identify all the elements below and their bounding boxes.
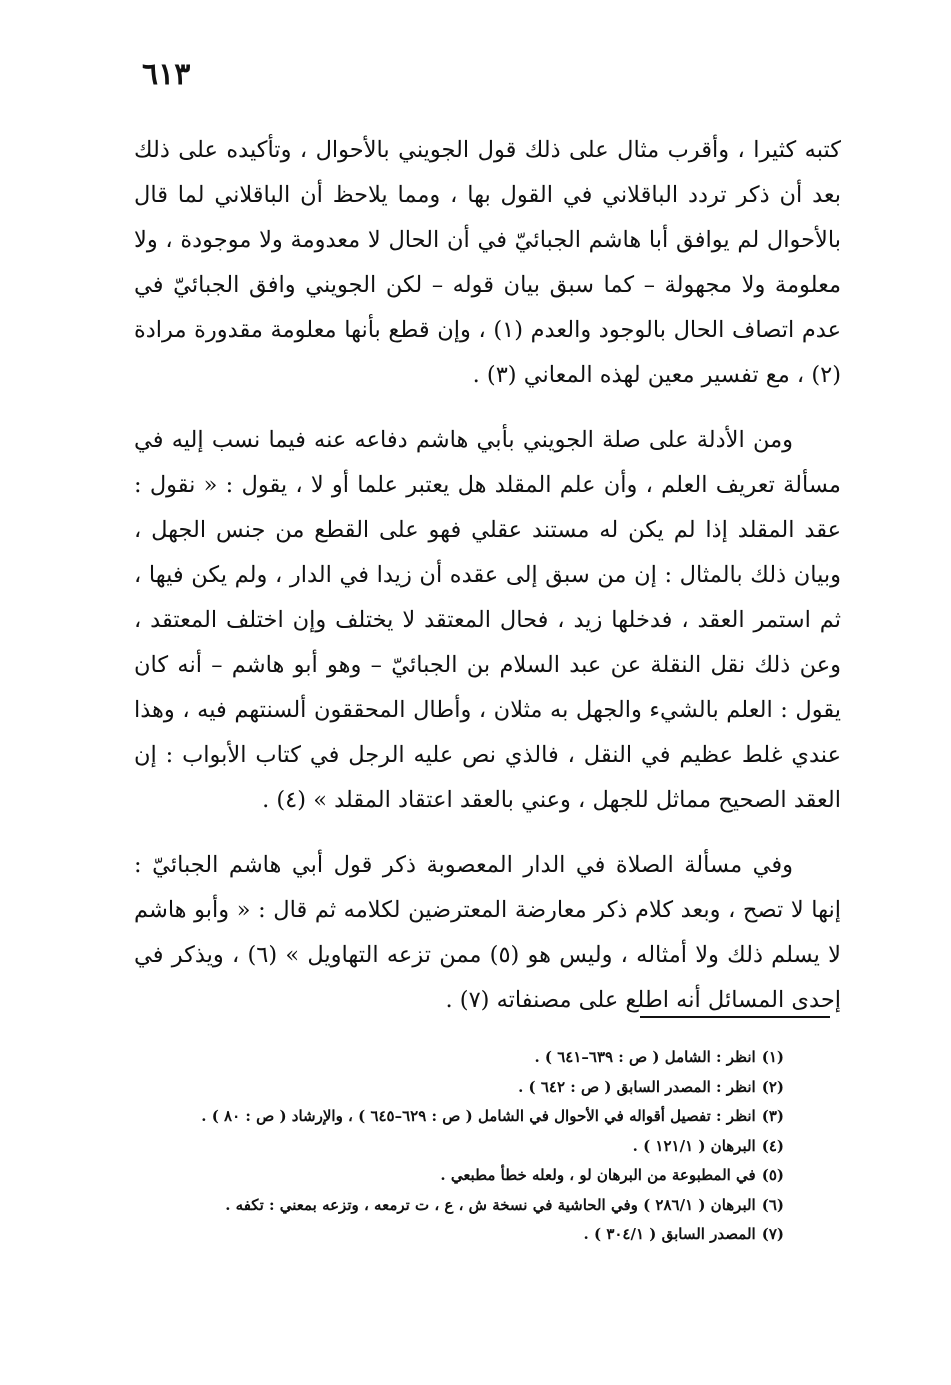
paragraph-1: كتبه كثيرا ، وأقرب مثال على ذلك قول الجويني بالأحوال ، وتأكيده على ذلك بعد أن ذكر تردد الباقلاني في القول بها ، ومما يلاحظ أن الباقلاني لما قال بالأحوال لم يوافق أبا هاشم الجبائيّ في أن الحال لا معدومة ولا موجودة ، ولا معلومة ولا مجهولة – كما سبق بيان قوله – لكن الجويني وافق الجبائيّ في عدم اتصاف الحال بالوجود والعدم (١) ، وإن قطع بأنها معلومة مقدورة مرادة (٢) ، مع تفسير معين لهذه المعاني (٣) .: [134, 137, 841, 388]
footnote-number: (١): [761, 1048, 784, 1066]
footnote: [134, 1102, 784, 1132]
page-number: ٦١٣: [142, 57, 191, 92]
footnote: [134, 1132, 784, 1162]
footnote-number: (٧): [761, 1225, 784, 1243]
footnote-text: انظر : المصدر السابق ( ص : ٦٤٢ ) .: [518, 1077, 756, 1096]
footnote: [134, 1220, 784, 1250]
footnote-text: البرهان ( ١٢١/١ ) .: [632, 1136, 756, 1155]
footnote-text: انظر : الشامل ( ص : ٦٣٩–٦٤١ ) .: [534, 1048, 756, 1066]
paragraph-2: ومن الأدلة على صلة الجويني بأبي هاشم دفاعه عنه فيما نسب إليه في مسألة تعريف العلم ، وأن علم المقلد هل يعتبر علما أو لا ، يقول : « نقول : عقد المقلد إذا لم يكن له مستند عقلي فهو على القطع من جنس الجهل ، وبيان ذلك بالمثال : إن من سبق إلى عقده أن زيدا في الدار ، ولم يكن فيها ، ثم استمر العقد ، فدخلها زيد ، فحال المعتقد لا يختلف وإن اختلف المعتقد ، وعن ذلك نقل النقلة عن عبد السلام بن الجبائيّ – وهو أبو هاشم – أنه كان يقول : العلم بالشيء والجهل به مثلان ، وأطال المحققون ألسنتهم فيه ، وهذا عندي غلط عظيم في النقل ، فالذي نص عليه الرجل في كتاب الأبواب : إن العقد الصحيح مماثل للجهل ، وعني بالعقد اعتقاد المقلد » (٤) .: [134, 427, 841, 813]
footnote: [134, 1191, 784, 1221]
footnote-text: المصدر السابق ( ٣٠٤/١ ) .: [583, 1225, 756, 1243]
footnote: [134, 1043, 784, 1073]
paragraph-3: وفي مسألة الصلاة في الدار المعصوبة ذكر قول أبي هاشم الجبائيّ : إنها لا تصح ، وبعد كلام ذكر معارضة المعترضين لكلامه ثم قال : « وأبو هاشم لا يسلم ذلك ولا أمثاله ، وليس هو (٥) ممن تزعه التهاويل » (٦) ، ويذكر في إحدى المسائل أنه اطلع على مصنفاته (٧) .: [134, 852, 841, 1013]
footnote-number: (٣): [761, 1107, 784, 1125]
footnote-separator: [640, 1016, 830, 1018]
footnotes: [134, 1043, 784, 1250]
footnote: [134, 1073, 784, 1103]
footnote-number: (٢): [761, 1077, 784, 1096]
body-text: [134, 128, 841, 1043]
footnote-text: البرهان ( ٢٨٦/١ ) وفي الحاشية في نسخة ش ، ع ، ت ترمعه ، وتزعه بمعني : تكفه .: [225, 1195, 756, 1214]
footnote-number: (٤): [761, 1136, 784, 1155]
footnote-text: انظر : تفصيل أقواله في الأحوال في الشامل ( ص : ٦٢٩–٦٤٥ ) ، والإرشاد ( ص : ٨٠ ) .: [201, 1107, 756, 1125]
footnote-text: في المطبوعة من البرهان لو ، ولعله خطأ مطبعي .: [440, 1166, 756, 1184]
footnote-number: (٦): [761, 1195, 784, 1214]
footnote: [134, 1161, 784, 1191]
footnote-number: (٥): [761, 1166, 784, 1184]
